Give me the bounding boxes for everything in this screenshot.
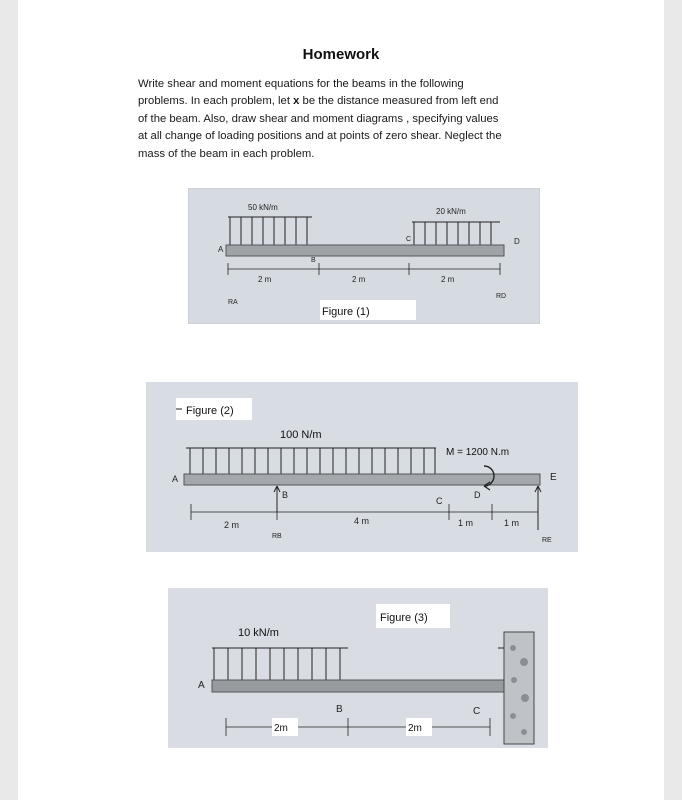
statement-line-2-pre: problems. In each problem, let [138, 95, 294, 108]
fig1-span-ab: 2 m [258, 275, 272, 284]
fig2-point-d: D [474, 490, 481, 500]
fig3-span-bc: 2m [408, 723, 422, 734]
fig1-point-d: D [514, 237, 520, 246]
fig1-load-left-label: 50 kN/m [248, 203, 278, 212]
fig2-point-c: C [436, 496, 443, 506]
fig2-caption: Figure (2) [186, 405, 234, 417]
fig2-reaction-b: RB [272, 533, 282, 540]
fig1-beam [226, 245, 504, 256]
fig2-moment-label: M = 1200 N.m [446, 447, 510, 458]
statement-line-1: Write shear and moment equations for the beams in the following [138, 78, 464, 90]
fig2-span-de: 1 m [504, 518, 520, 528]
problem-statement [138, 76, 568, 163]
fig2-span-ab: 2 m [224, 520, 240, 530]
fig3-span-ab: 2m [274, 723, 288, 734]
fig2-reaction-e: RE [542, 537, 552, 544]
fig3-point-a: A [198, 680, 205, 691]
variable-x: x [293, 95, 300, 108]
fig3-caption: Figure (3) [380, 612, 428, 624]
fig3-beam [212, 680, 504, 692]
figure-2 [146, 382, 578, 552]
fig3-point-c: C [473, 706, 481, 717]
fig1-load-right-label: 20 kN/m [436, 207, 466, 216]
fig1-reaction-a: RA [228, 299, 238, 306]
fig1-span-cd: 2 m [441, 275, 455, 284]
page-title: Homework [302, 46, 380, 63]
fig1-point-c: C [406, 236, 412, 243]
fig3-point-b: B [336, 704, 343, 715]
figure-1 [188, 188, 540, 324]
fig2-point-b: B [282, 490, 289, 500]
fig2-beam [184, 474, 540, 485]
fig2-span-bc: 4 m [354, 516, 370, 526]
fig1-reaction-d: RD [496, 293, 507, 300]
statement-line-3: of the beam. Also, draw shear and moment diagrams , specifying values [138, 112, 499, 125]
statement-line-2-post: be the distance measured from left end [299, 95, 499, 108]
statement-line-5: mass of the beam in each problem. [138, 147, 315, 160]
figure-3 [168, 588, 548, 748]
fig1-caption: Figure (1) [322, 306, 370, 318]
fig2-span-cd: 1 m [458, 518, 474, 528]
fig2-load-label: 100 N/m [280, 429, 322, 441]
document-page [18, 0, 664, 800]
fig1-point-a: A [218, 245, 224, 254]
statement-line-2 [138, 93, 568, 110]
fig3-load-label: 10 kN/m [238, 627, 279, 639]
fig1-point-b: B [311, 257, 316, 264]
fig1-span-bc: 2 m [352, 275, 366, 284]
fig2-point-a: A [172, 474, 179, 484]
statement-line-4: at all change of loading positions and at points of zero shear. Neglect the [138, 130, 502, 143]
fig2-point-e: E [550, 472, 557, 483]
